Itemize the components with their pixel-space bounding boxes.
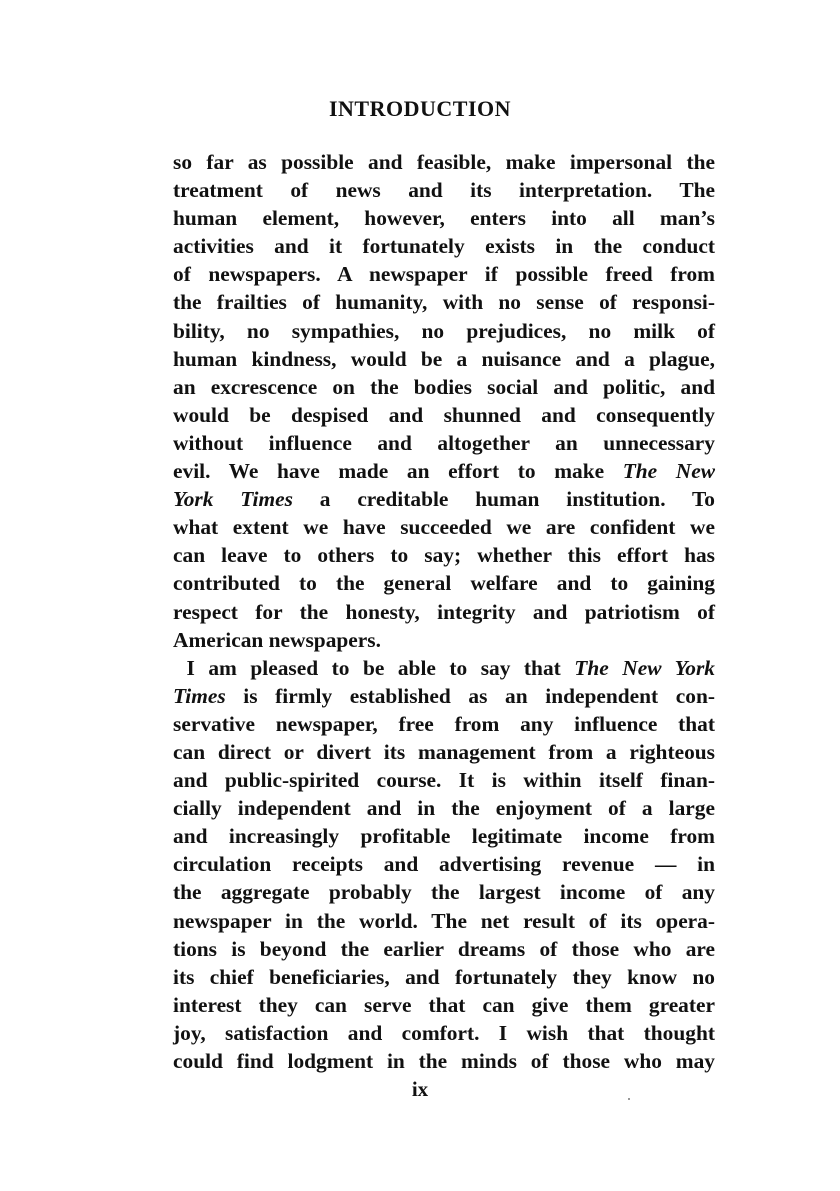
text-line: what extent we have succeeded we are confident we [173, 515, 715, 540]
text-line: respect for the honesty, integrity and patriotism of [173, 599, 715, 624]
text-line: treatment of news and its interpretation. The [173, 178, 715, 203]
text-line [173, 457, 715, 485]
italic-title: The New York [574, 655, 715, 680]
text-run: is firmly established as an independent con- [225, 683, 715, 708]
text-line: without influence and altogether an unnecessary [173, 430, 715, 455]
text-line [173, 654, 715, 682]
text-line: would be despised and shunned and consequently [173, 402, 715, 427]
text-line: can direct or divert its management from a righteous [173, 739, 715, 764]
text-line: can leave to others to say; whether this effort has [173, 543, 715, 568]
text-line: an excrescence on the bodies social and politic, and [173, 374, 715, 399]
text-line: human kindness, would be a nuisance and a plague, [173, 346, 715, 371]
text-line: interest they can serve that can give them greater [173, 992, 715, 1017]
text-line: the frailties of humanity, with no sense of responsi- [173, 290, 715, 315]
running-head: INTRODUCTION [328, 96, 512, 121]
scan-speck [628, 1098, 630, 1100]
text-line [173, 485, 715, 513]
text-run: evil. We have made an effort to make [173, 459, 623, 484]
text-line: the aggregate probably the largest income of any [173, 880, 715, 905]
text-line: activities and it fortunately exists in the conduct [173, 234, 715, 259]
italic-title: The New [622, 459, 715, 484]
text-line: American newspapers. [173, 627, 381, 652]
text-line: bility, no sympathies, no prejudices, no milk of [173, 318, 715, 343]
italic-title: York Times [173, 487, 293, 512]
text-line: and increasingly profitable legitimate income from [173, 824, 715, 849]
text-line: could find lodgment in the minds of those who may [173, 1049, 715, 1073]
text-line: servative newspaper, free from any influence that [173, 711, 715, 736]
text-line: tions is beyond the earlier dreams of those who are [173, 936, 715, 961]
text-line: so far as possible and feasible, make impersonal the [173, 150, 715, 174]
text-line: contributed to the general welfare and to gaining [173, 571, 715, 596]
text-line [173, 682, 715, 710]
text-line: human element, however, enters into all man’s [173, 206, 715, 231]
italic-title: Times [173, 683, 226, 708]
text-line: its chief beneficiaries, and fortunately they know no [173, 964, 715, 989]
body-text [173, 148, 715, 1075]
page-number: ix [411, 1077, 429, 1101]
text-line: circulation receipts and advertising revenue — in [173, 852, 715, 877]
text-line: of newspapers. A newspaper if possible freed from [173, 262, 715, 287]
text-line: cially independent and in the enjoyment of a large [173, 796, 715, 821]
text-line: joy, satisfaction and comfort. I wish that thought [173, 1020, 715, 1045]
text-line: newspaper in the world. The net result of its opera- [173, 908, 715, 933]
text-run: a creditable human institution. To [292, 487, 716, 512]
text-run: I am pleased to be able to say that [186, 655, 575, 680]
text-line: and public-spirited course. It is within itself finan- [173, 768, 715, 793]
